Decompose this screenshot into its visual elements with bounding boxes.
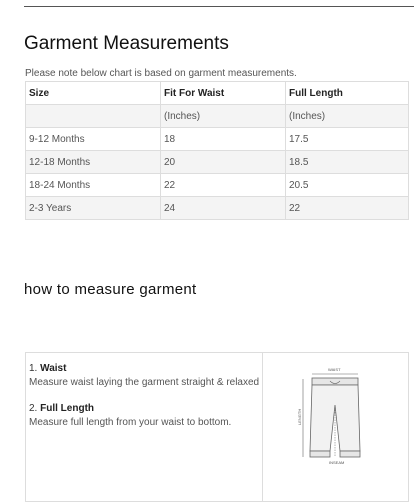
- table-cell: 2-3 Years: [26, 197, 161, 220]
- header-fit-for-waist: Fit For Waist: [161, 82, 286, 105]
- step-length-description: Measure full length from your waist to bottom.: [29, 417, 232, 428]
- table-cell: 9-12 Months: [26, 128, 161, 151]
- table-cell: [26, 105, 161, 128]
- waist-label: WAIST: [328, 367, 341, 372]
- how-to-measure-title: how to measure garment: [24, 281, 197, 298]
- step-waist-description: Measure waist laying the garment straight & relaxed: [29, 377, 260, 388]
- waistband: [312, 378, 358, 385]
- right-cuff: [340, 451, 360, 457]
- inseam-label: INSEAM: [329, 460, 345, 465]
- left-cuff: [310, 451, 330, 457]
- table-row: [26, 197, 409, 220]
- step-length-heading: [29, 402, 261, 416]
- top-divider: [24, 6, 414, 7]
- table-cell: 20: [161, 151, 286, 174]
- table-row: [26, 174, 409, 197]
- measurement-instructions: [29, 362, 261, 442]
- measurement-note: Please note below chart is based on garment measurements.: [25, 68, 297, 79]
- measurement-guide-box: [25, 352, 409, 502]
- step-number: 2.: [29, 403, 38, 414]
- step-name: Waist: [40, 363, 67, 374]
- length-label: LENGTH: [297, 408, 302, 425]
- table-cell: 18-24 Months: [26, 174, 161, 197]
- step-name: Full Length: [40, 403, 95, 414]
- step-waist-heading: [29, 362, 261, 376]
- table-cell: 12-18 Months: [26, 151, 161, 174]
- table-units-row: [26, 105, 409, 128]
- section-title: Garment Measurements: [24, 33, 229, 54]
- table-cell: 20.5: [286, 174, 409, 197]
- table-cell: 22: [286, 197, 409, 220]
- table-cell: 22: [161, 174, 286, 197]
- header-full-length: Full Length: [286, 82, 409, 105]
- size-chart-table: [25, 81, 409, 220]
- column-divider: [262, 353, 263, 501]
- table-header-row: [26, 82, 409, 105]
- header-size: Size: [26, 82, 161, 105]
- table-cell: 18: [161, 128, 286, 151]
- table-cell: 17.5: [286, 128, 409, 151]
- table-cell: (Inches): [161, 105, 286, 128]
- table-cell: (Inches): [286, 105, 409, 128]
- table-cell: 18.5: [286, 151, 409, 174]
- step-number: 1.: [29, 363, 38, 374]
- table-cell: 24: [161, 197, 286, 220]
- table-row: [26, 128, 409, 151]
- pants-diagram-icon: [294, 365, 376, 469]
- table-row: [26, 151, 409, 174]
